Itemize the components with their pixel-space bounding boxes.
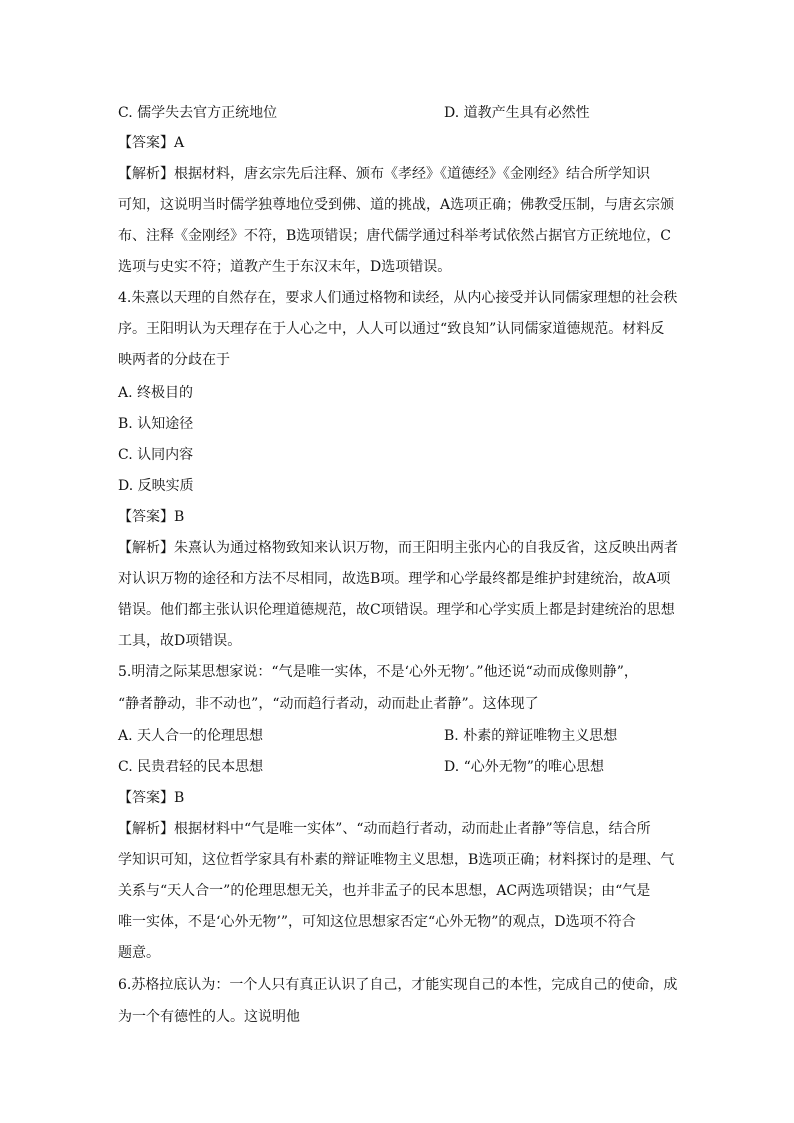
q5-option-a: A. 天人合一的伦理思想 — [118, 728, 264, 744]
q4-option-b: B. 认知途径 — [118, 416, 194, 432]
q3-analysis-line: 【解析】根据材料，唐玄宗先后注释、颁布《孝经》《道德经》《金刚经》结合所学知识 — [118, 166, 650, 182]
q6-stem-line: 6.苏格拉底认为：一个人只有真正认识了自己，才能实现自己的本性，完成自己的使命，成 — [118, 977, 678, 993]
q3-analysis-line: 布、注释《金刚经》不符，B选项错误；唐代儒学通过科举考试依然占据官方正统地位，C — [118, 228, 671, 244]
q4-option-a: A. 终极目的 — [118, 385, 194, 401]
q5-option-b: B. 朴素的辩证唯物主义思想 — [444, 728, 618, 744]
q4-stem-line: 4.朱熹以天理的自然存在，要求人们通过格物和读经，从内心接受并认同儒家理想的社会秩 — [118, 290, 678, 306]
q5-option-d: D. “心外无物”的唯心思想 — [444, 759, 604, 775]
q3-analysis-line: 选项与史实不符；道教产生于东汉末年，D选项错误。 — [118, 259, 452, 275]
q6-stem-line: 为一个有德性的人。这说明他 — [118, 1009, 300, 1025]
q5-analysis-line: 唯一实体，不是‘心外无物’”，可知这位思想家否定“心外无物”的观点，D选项不符合 — [118, 914, 636, 930]
q3-option-d: D. 道教产生具有必然性 — [444, 105, 590, 121]
q3-answer: 【答案】A — [118, 135, 185, 151]
q4-option-d: D. 反映实质 — [118, 478, 194, 494]
q5-option-c: C. 民贵君轻的民本思想 — [118, 759, 264, 775]
q4-analysis-line: 错误。他们都主张认识伦理道德规范，故C项错误。理学和心学实质上都是封建统治的思想 — [118, 602, 675, 618]
q5-stem-line: “静者静动，非不动也”，“动而趋行者动，动而赴止者静”。这体现了 — [118, 696, 539, 712]
q4-option-c: C. 认同内容 — [118, 447, 194, 463]
q4-analysis-line: 【解析】朱熹认为通过格物致知来认识万物，而王阳明主张内心的自我反省，这反映出两者 — [118, 540, 678, 556]
q3-analysis-line: 可知，这说明当时儒学独尊地位受到佛、道的挑战，A选项正确；佛教受压制，与唐玄宗颁 — [118, 197, 675, 213]
q4-stem-line: 序。王阳明认为天理存在于人心之中，人人可以通过“致良知”认同儒家道德规范。材料反 — [118, 321, 665, 337]
q4-stem-line: 映两者的分歧在于 — [118, 352, 230, 368]
q5-analysis-line: 【解析】根据材料中“气是唯一实体”、“动而趋行者动，动而赴止者静”等信息，结合所 — [118, 821, 651, 837]
q5-analysis-line: 学知识可知，这位哲学家具有朴素的辩证唯物主义思想，B选项正确；材料探讨的是理、气 — [118, 852, 675, 868]
q5-stem-line: 5.明清之际某思想家说：“气是唯一实体，不是‘心外无物’。”他还说“动而成像则静”， — [118, 664, 638, 680]
q5-answer: 【答案】B — [118, 790, 185, 806]
q4-answer: 【答案】B — [118, 509, 185, 525]
q5-analysis-line: 关系与“天人合一”的伦理思想无关，也并非孟子的民本思想，AC两选项错误；由“气是 — [118, 883, 651, 899]
q4-analysis-line: 对认识万物的途径和方法不尽相同，故选B项。理学和心学最终都是维护封建统治，故A项 — [118, 571, 671, 587]
q3-option-c: C. 儒学失去官方正统地位 — [118, 105, 278, 121]
q5-analysis-line: 题意。 — [118, 945, 160, 961]
q4-analysis-line: 工具，故D项错误。 — [118, 633, 242, 649]
